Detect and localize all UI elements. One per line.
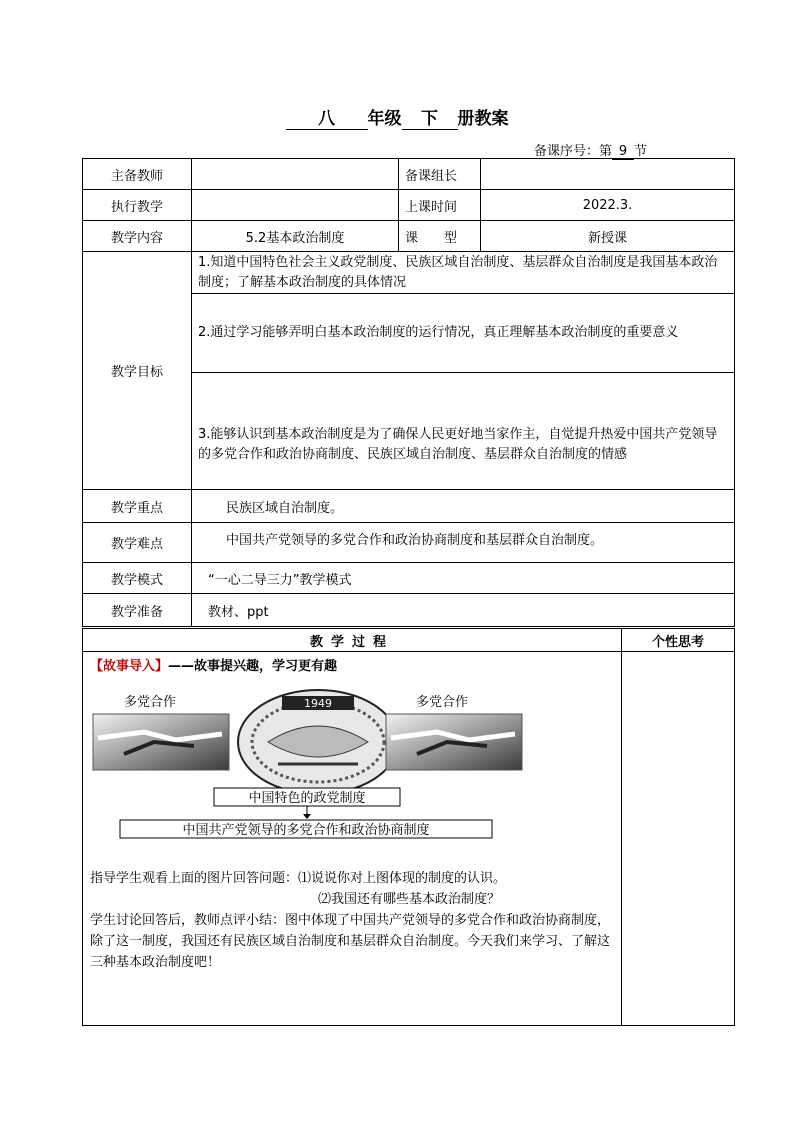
right-caption: 多党合作 — [416, 695, 469, 710]
key-points-label: 教学重点 — [83, 490, 192, 523]
left-handshake-icon — [93, 714, 229, 770]
table-row — [83, 563, 735, 594]
question-intro: 指导学生观看上面的图片回答问题：⑴说说你对上图体现的制度的认识。 — [90, 871, 507, 886]
grade-blank — [286, 104, 368, 130]
prep-value: 教材、ppt — [192, 594, 735, 627]
type-value: 新授课 — [481, 221, 735, 252]
table-row — [83, 523, 735, 563]
table-row — [83, 652, 735, 1026]
executor-label: 执行教学 — [83, 190, 192, 221]
term-value: 下 — [421, 109, 438, 129]
difficulties-label: 教学难点 — [83, 523, 192, 563]
story-title: ——故事提兴趣，学习更有趣 — [168, 659, 338, 674]
story-bracket: 【故事导入】 — [90, 659, 169, 674]
question-2: ⑵我国还有哪些基本政治制度？ — [318, 892, 501, 907]
goal-item-3: 3.能够认识到基本政治制度是为了确保人民更好地当家作主，自觉提升热爱中国共产党领导的多党合作和政治协商制度、民族区域自治制度、基层群众自治制度的情感 — [192, 373, 735, 490]
story-heading — [84, 653, 620, 676]
prep-label: 教学准备 — [83, 594, 192, 627]
seq-prefix: 备课序号：第 — [534, 144, 613, 159]
goal-item-1: 1.知道中国特色社会主义政党制度、民族区域自治制度、基层群众自治制度是我国基本政治制度；了解基本政治制度的具体情况 — [192, 252, 735, 294]
side-notes — [622, 652, 735, 1026]
grade-value: 八 — [318, 109, 335, 129]
table-row — [83, 159, 735, 190]
table-row — [83, 594, 735, 627]
teacher-label: 主备教师 — [83, 159, 192, 190]
teacher-summary: 学生讨论回答后，教师点评小结：图中体现了中国共产党领导的多党合作和政治协商制度，除了这一制度，我国还有民族区域自治制度和基层群众自治制度。今天我们来学习、了解这三种基本政治制度吧！ — [90, 913, 611, 970]
table-row — [83, 629, 735, 652]
cppcc-emblem-icon — [238, 690, 398, 794]
content-label: 教学内容 — [83, 221, 192, 252]
lesson-sequence — [534, 140, 647, 160]
teacher-value — [192, 159, 399, 190]
class-time-value: 2022.3. — [481, 190, 735, 221]
box-party-system-text: 中国特色的政党制度 — [248, 791, 366, 806]
key-points-value: 民族区域自治制度。 — [192, 490, 735, 523]
box-multiparty-text: 中国共产党领导的多党合作和政治协商制度 — [182, 823, 430, 838]
process-body — [83, 652, 622, 1026]
goal-item-2: 2.通过学习能够弄明白基本政治制度的运行情况，真正理解基本政治制度的重要意义 — [192, 294, 735, 373]
table-row — [83, 190, 735, 221]
group-leader-label: 备课组长 — [399, 159, 481, 190]
term-blank — [402, 104, 458, 130]
arrow-head — [303, 814, 311, 819]
page-title — [0, 104, 794, 130]
type-label: 课 型 — [399, 221, 481, 252]
right-handshake-icon — [386, 714, 522, 770]
term-suffix: 册教案 — [457, 109, 509, 129]
goals-label: 教学目标 — [83, 252, 192, 490]
class-time-label: 上课时间 — [399, 190, 481, 221]
seq-number: 9 — [612, 144, 634, 160]
process-header: 教学过程 — [83, 629, 622, 652]
table-row — [83, 221, 735, 252]
content-value: 5.2基本政治制度 — [192, 221, 399, 252]
mode-value: “一心二导三力”教学模式 — [192, 563, 735, 594]
multiparty-figure — [84, 676, 620, 856]
teaching-process-table — [82, 628, 735, 1026]
difficulties-value: 中国共产党领导的多党合作和政治协商制度和基层群众自治制度。 — [192, 523, 735, 563]
group-leader-value — [481, 159, 735, 190]
table-row — [83, 490, 735, 523]
grade-suffix: 年级 — [367, 109, 402, 129]
seq-suffix: 节 — [634, 144, 648, 159]
figure-svg — [84, 676, 623, 856]
mode-label: 教学模式 — [83, 563, 192, 594]
executor-value — [192, 190, 399, 221]
table-row — [83, 252, 735, 294]
side-header: 个性思考 — [622, 629, 735, 652]
emblem-year: 1949 — [304, 697, 332, 710]
left-caption: 多党合作 — [124, 695, 177, 710]
lesson-info-table — [82, 158, 735, 627]
